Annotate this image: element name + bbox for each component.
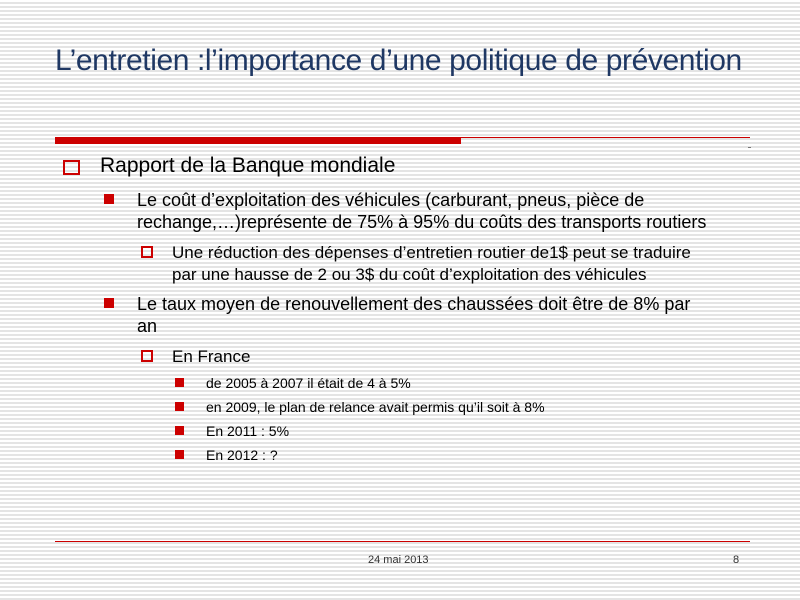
bullet-reduction-line2: par une hausse de 2 ou 3$ du coût d’exploitation des véhicules [172, 265, 647, 284]
bullet-renouvellement-line1: Le taux moyen de renouvellement des chaussées doit être de 8% par [137, 294, 691, 314]
footer-date: 24 mai 2013 [368, 554, 429, 566]
bullet-renouvellement [137, 293, 777, 337]
square-bullet-icon [104, 194, 114, 204]
square-bullet-icon [175, 426, 184, 435]
bullet-cout-line1: Le coût d’exploitation des véhicules (carburant, pneus, pièce de [137, 190, 645, 210]
page-number: 8 [733, 554, 740, 566]
square-bullet-icon [104, 298, 114, 308]
square-bullet-icon [175, 450, 184, 459]
bullet-renouvellement-line2: an [137, 316, 158, 336]
square-bullet-icon [175, 378, 184, 387]
bullet-banque-mondiale: Rapport de la Banque mondiale [100, 154, 396, 177]
bullet-en-france: En France [172, 347, 251, 366]
hollow-square-bullet-icon [63, 160, 80, 175]
footer-divider [55, 541, 750, 542]
hollow-square-bullet-icon [141, 246, 153, 258]
square-bullet-icon [175, 402, 184, 411]
hollow-square-bullet-icon [141, 350, 153, 362]
bullet-france-item: En 2011 : 5% [206, 423, 290, 439]
bullet-reduction-line1: Une réduction des dépenses d’entretien routier de1$ peut se traduire [172, 243, 691, 262]
slide-title: L’entretien :l’importance d’une politique de prévention [55, 44, 742, 77]
bullet-cout-exploitation [137, 189, 777, 233]
bullet-france-item: en 2009, le plan de relance avait permis qu’il soit à 8% [206, 399, 545, 415]
bullet-france-item: En 2012 : ? [206, 447, 278, 463]
bullet-france-item: de 2005 à 2007 il était de 4 à 5% [206, 375, 411, 391]
bullet-reduction [172, 242, 782, 286]
bullet-cout-line2: rechange,…)représente de 75% à 95% du coûts des transports routiers [137, 212, 707, 232]
